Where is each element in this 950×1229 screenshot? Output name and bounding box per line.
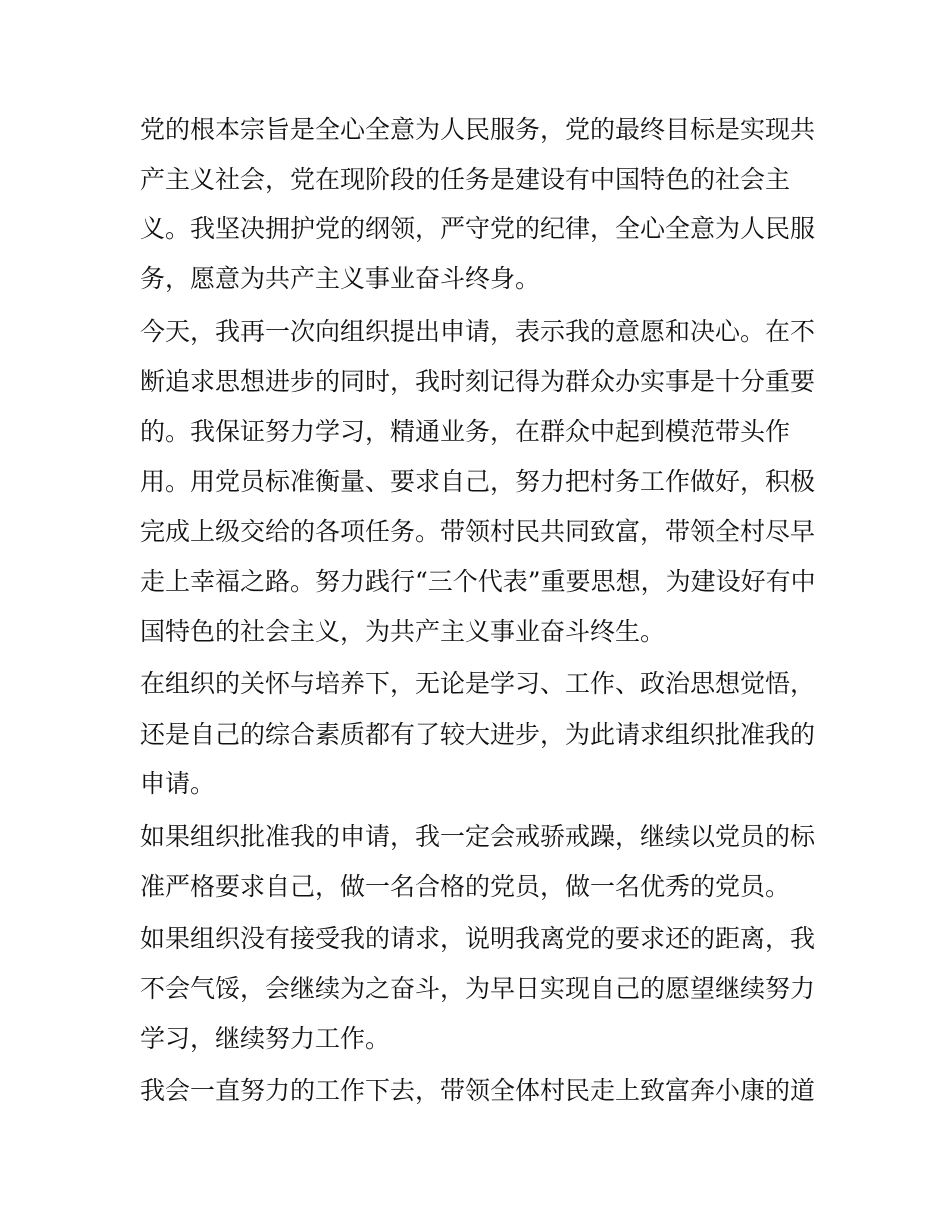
text-line: 党的根本宗旨是全心全意为人民服务，党的最终目标是实现共 bbox=[140, 115, 816, 144]
text-line: 如果组织没有接受我的请求，说明我离党的要求还的距离，我 bbox=[140, 924, 816, 953]
text-line: 今天，我再一次向组织提出申请，表示我的意愿和决心。在不 bbox=[140, 317, 816, 346]
text-line: 用。用党员标准衡量、要求自己，努力把村务工作做好，积极 bbox=[140, 467, 816, 496]
text-line: 产主义社会，党在现阶段的任务是建设有中国特色的社会主 bbox=[140, 165, 791, 194]
text-line: 还是自己的综合素质都有了较大进步，为此请求组织批准我的 bbox=[140, 720, 816, 749]
text-line: 在组织的关怀与培养下，无论是学习、工作、政治思想觉悟， bbox=[140, 669, 816, 698]
text-line: 的。我保证努力学习，精通业务，在群众中起到模范带头作 bbox=[140, 417, 791, 446]
text-line: 国特色的社会主义，为共产主义事业奋斗终生。 bbox=[140, 617, 666, 646]
text-line: 准严格要求自己，做一名合格的党员，做一名优秀的党员。 bbox=[140, 872, 791, 901]
text-line: 义。我坚决拥护党的纲领，严守党的纪律，全心全意为人民服 bbox=[140, 214, 816, 243]
text-line: 如果组织批准我的申请，我一定会戒骄戒躁，继续以党员的标 bbox=[140, 822, 816, 851]
text-line: 完成上级交给的各项任务。带领村民共同致富，带领全村尽早 bbox=[140, 517, 816, 546]
text-line: 走上幸福之路。努力践行“三个代表”重要思想，为建设好有中 bbox=[140, 567, 816, 596]
text-line: 务，愿意为共产主义事业奋斗终身。 bbox=[140, 264, 541, 293]
text-line: 我会一直努力的工作下去，带领全体村民走上致富奔小康的道 bbox=[140, 1076, 816, 1105]
text-line: 申请。 bbox=[140, 769, 216, 798]
text-line: 不会气馁，会继续为之奋斗，为早日实现自己的愿望继续努力 bbox=[140, 974, 816, 1003]
text-line: 断追求思想进步的同时，我时刻记得为群众办实事是十分重要 bbox=[140, 367, 816, 396]
text-line: 学习，继续努力工作。 bbox=[140, 1024, 391, 1053]
